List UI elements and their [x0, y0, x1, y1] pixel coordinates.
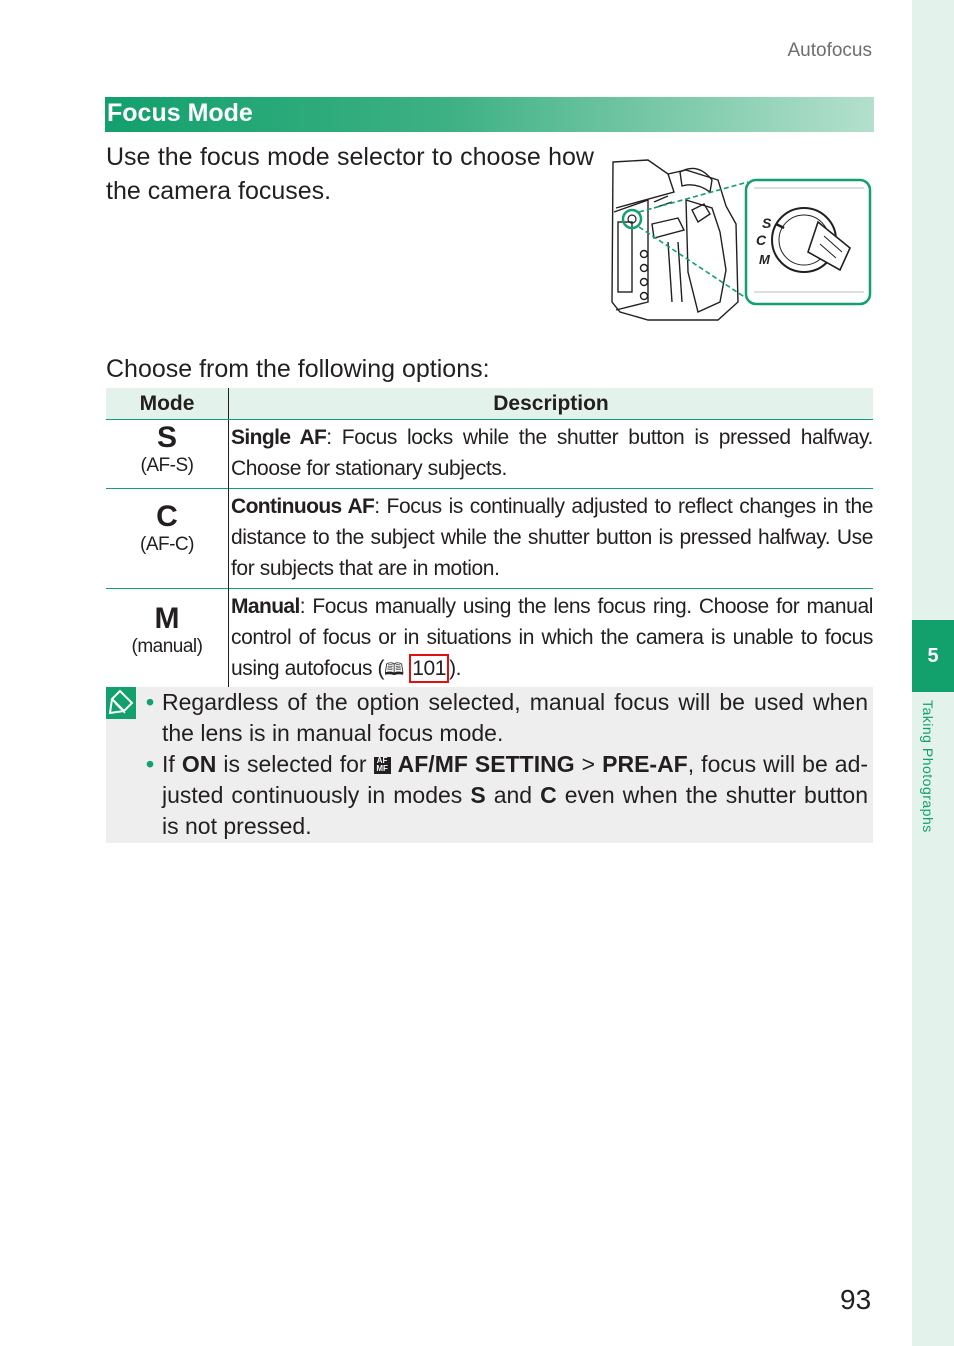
mode-cell — [106, 589, 229, 690]
options-intro: Choose from the following options: — [106, 355, 490, 383]
mode-sub: (AF-S) — [140, 455, 194, 476]
note-text: is selected for — [216, 751, 374, 777]
page-link-101[interactable]: 101 — [409, 654, 449, 683]
mode-sub: (AF-C) — [140, 534, 194, 555]
mode-c-label: C — [540, 782, 557, 808]
on-label: ON — [181, 751, 217, 777]
mode-description: : Focus locks while the shutter button is pressed halfway. Choose for stationary subjects. — [231, 426, 873, 480]
section-header — [105, 97, 874, 132]
mode-letter: S — [156, 421, 177, 454]
note-box — [106, 687, 873, 843]
note-text: even when the shutter button is not pressed. — [162, 782, 869, 839]
note-text: Regardless of the option selected, manual focus will be used when the lens is in manual focus mode. — [162, 689, 868, 746]
svg-text:C: C — [756, 232, 767, 248]
description-cell — [229, 589, 874, 690]
svg-text:S: S — [762, 215, 772, 231]
svg-text:M: M — [759, 252, 770, 267]
note-item — [146, 749, 868, 842]
book-icon: 🕮 — [384, 660, 404, 679]
description-cell — [229, 420, 874, 489]
bullet-icon: • — [146, 751, 155, 777]
header-description: Description — [229, 388, 874, 420]
header-mode: Mode — [106, 388, 229, 420]
menu-af-mf-setting: AF/MF SETTING — [397, 751, 575, 777]
table-header-row — [106, 388, 873, 420]
af-mf-menu-icon: AF MF — [374, 757, 391, 774]
chapter-tab[interactable]: 5 — [912, 620, 954, 692]
note-text: and — [485, 782, 541, 808]
mode-name: Continuous AF — [231, 495, 375, 518]
note-item — [146, 687, 868, 749]
mode-letter: C — [156, 500, 178, 533]
mode-name: Single AF — [231, 426, 327, 449]
mode-cell — [106, 489, 229, 589]
bullet-icon: • — [146, 689, 155, 715]
mode-description: : Focus manually using the lens focus ring. Choose for manual control of focus or in situations in which the camera is unable to focus using autofocus ( — [231, 595, 873, 680]
mode-cell — [106, 420, 229, 489]
page-number: 93 — [840, 1284, 872, 1315]
mode-s-label: S — [470, 782, 486, 808]
description-tail: ). — [449, 657, 462, 680]
mode-name: Manual — [231, 595, 300, 618]
table-row — [106, 489, 873, 589]
section-title: Focus Mode — [107, 99, 253, 127]
note-text: If — [162, 751, 182, 777]
focus-mode-table — [106, 388, 873, 689]
intro-text: Use the focus mode selector to choose how the camera focuses. — [106, 143, 594, 205]
table-row — [106, 420, 873, 489]
menu-separator: > — [574, 751, 603, 777]
chapter-label: Taking Photographs — [920, 700, 936, 833]
note-pencil-icon — [106, 687, 136, 719]
note-text: , focus will be ad-justed continuously in modes — [162, 751, 869, 808]
menu-pre-af: PRE-AF — [602, 751, 688, 777]
description-cell — [229, 489, 874, 589]
mode-description: : Focus is continually adjusted to reflect changes in the distance to the subject while the shutter button is pressed halfway. Use for subjects that are in motion. — [231, 495, 874, 580]
camera-focus-selector-illustration — [608, 152, 876, 324]
table-row — [106, 589, 873, 690]
mode-letter: M — [154, 602, 180, 635]
running-head: Autofocus — [787, 40, 872, 61]
mode-sub: (manual) — [131, 636, 203, 657]
